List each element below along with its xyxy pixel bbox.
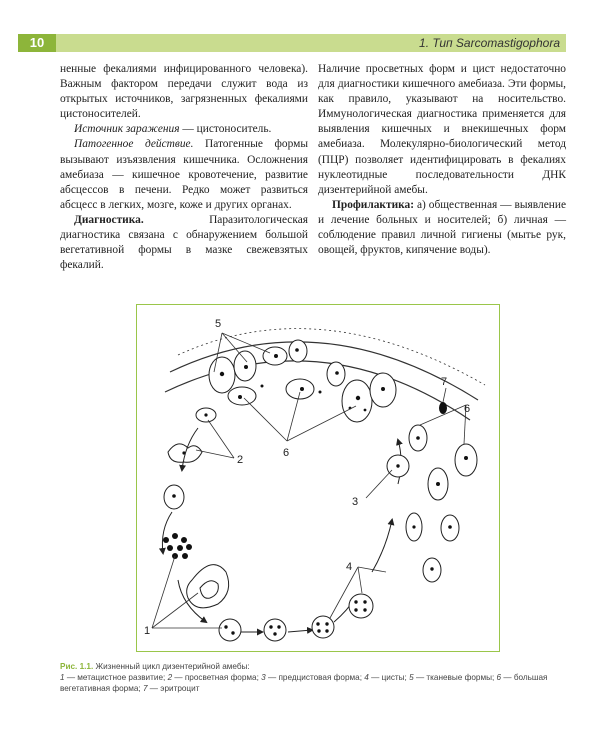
- paragraph-prevention: Профилактика: а) общественная — выявление и лечение больных и носителей; б) личная — соблюдение правил личной гигиены (мытье рук, овощей, фруктов, кипячение воды).: [318, 198, 566, 257]
- figure-caption: [60, 661, 570, 694]
- erythrocyte: [439, 402, 447, 414]
- label-6-left: 6: [283, 447, 290, 459]
- precystic-form: [387, 455, 409, 477]
- paragraph-pathogenic-action: Патогенное действие. Патогенные формы вызывают изъязвления кишечника. Осложнения амебиаза — кишечное кровотечение, развитие абсцессов в печени. Редко может развиться абсцесс в легких, мозге, коже и других органах.: [60, 138, 308, 211]
- caption-item-4: 4 — цисты;: [364, 673, 410, 682]
- caption-item-7: 7 — эритроцит: [142, 684, 200, 693]
- running-section-title: 1. Тип Sarcomastigophora: [419, 36, 560, 50]
- term-prevention: Профилактика:: [332, 198, 415, 211]
- paragraph-diagnostics-cont: Наличие просветных форм и цист недостаточно для диагностики кишечного амебиаза. Эти формы, как правило, указывают на носительство. Иммунологическая диагностика применяется для выявления кишечных и внекишечных форм амебиаза. Молекулярно-биологический метод (ПЦР) позволяет идентифицировать в фекалиях нуклеотидные последовательности ДНК дизентерийной амебы.: [318, 63, 566, 196]
- right-text-column: [318, 62, 566, 258]
- caption-title: Жизненный цикл дизентерийной амебы:: [93, 662, 250, 671]
- label-2: 2: [237, 454, 244, 466]
- amoeba-life-cycle-illustration: [136, 304, 500, 652]
- left-text-column: [60, 62, 308, 273]
- label-1: 1: [144, 625, 151, 637]
- paragraph-transmission: ненные фекалиями инфицированного человека). Важным фактором передачи служит вода из открытых источников, загрязненных фекалиями цистоносителей.: [60, 63, 308, 121]
- caption-legend: [60, 672, 570, 694]
- caption-item-5: 5 — тканевые формы;: [409, 673, 497, 682]
- term-infection-source: Источник заражения: [74, 123, 180, 136]
- large-vegetative-forms: [406, 425, 477, 582]
- tissue-forms: [209, 340, 396, 422]
- term-pathogenic-action: Патогенное действие.: [74, 138, 194, 151]
- caption-label: Рис. 1.1.: [60, 662, 94, 671]
- label-7: 7: [441, 376, 448, 388]
- paragraph-infection-source: Источник заражения — цистоноситель.: [74, 123, 272, 136]
- caption-item-1: 1 — метацистное развитие;: [60, 673, 168, 682]
- label-6-right: 6: [464, 403, 471, 415]
- label-5: 5: [215, 318, 222, 330]
- cyst-forms: [219, 594, 373, 641]
- caption-item-2: 2 — просветная форма;: [167, 673, 262, 682]
- lumen-forms: [168, 408, 216, 462]
- label-4: 4: [346, 561, 353, 573]
- caption-item-6: 6 — большая вегетативная форма;: [60, 673, 548, 693]
- metacystic-stages: [163, 485, 229, 608]
- label-3: 3: [352, 496, 359, 508]
- page-number: 10: [18, 34, 56, 52]
- caption-title-line: [60, 661, 570, 672]
- term-diagnostics: Диагностика.: [74, 213, 144, 226]
- paragraph-diagnostics: Диагностика. Паразитологическая диагностика связана с обнаружением большой вегетативной формы в мазке свежевзятых фекалий.: [60, 213, 308, 272]
- caption-item-3: 3 — предцистовая форма;: [261, 673, 365, 682]
